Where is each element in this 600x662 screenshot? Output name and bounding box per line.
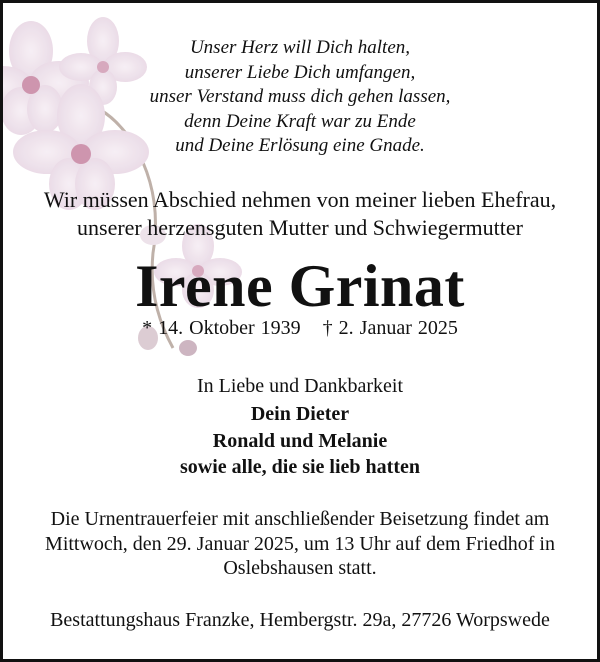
ceremony-line: Mittwoch, den 29. Januar 2025, um 13 Uhr auf dem Friedhof in (45, 532, 555, 555)
poem-line: und Deine Erlösung eine Gnade. (175, 135, 425, 156)
ceremony-line: Die Urnentrauerfeier mit anschließender Beisetzung findet am (50, 508, 550, 530)
poem-line: denn Deine Kraft war zu Ende (184, 110, 416, 132)
life-dates (3, 316, 597, 340)
poem (3, 36, 597, 159)
intro-line: Wir müssen Abschied nehmen von meiner lieben Ehefrau, (43, 187, 557, 212)
mourner-line: Dein Dieter (250, 403, 350, 425)
mourners (3, 401, 597, 481)
poem-line: unser Verstand muss dich gehen lassen, (149, 86, 451, 107)
death-date: † 2. Januar 2025 (322, 317, 458, 339)
birth-date: * 14. Oktober 1939 (142, 317, 301, 339)
deceased-name: Irene Grinat (135, 253, 465, 319)
mourner-line: Ronald und Melanie (212, 429, 388, 452)
poem-line: unserer Liebe Dich umfangen, (184, 61, 416, 83)
ceremony-notice (3, 507, 597, 581)
mourner-line: sowie alle, die sie lieb hatten (180, 456, 420, 478)
funeral-home: Bestattungshaus Franzke, Hembergstr. 29a, 27726 Worpswede (50, 609, 550, 631)
farewell-intro (3, 186, 597, 242)
ceremony-line: Oslebshausen statt. (223, 557, 377, 579)
poem-line: Unser Herz will Dich halten, (189, 37, 411, 58)
intro-line: unserer herzensguten Mutter und Schwiegermutter (77, 215, 523, 240)
thanks-line: In Liebe und Dankbarkeit (196, 375, 404, 397)
